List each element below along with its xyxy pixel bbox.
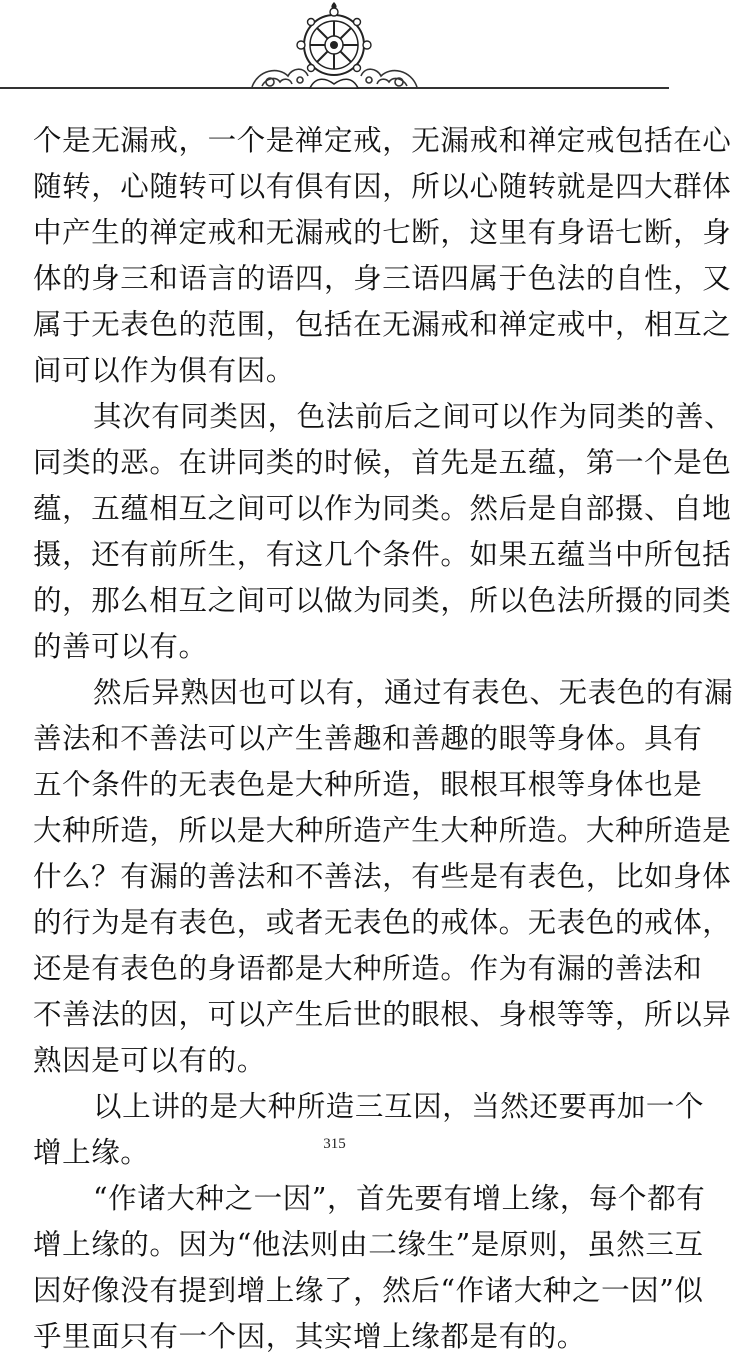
text-line: 因好像没有提到增上缘了，然后“作诸大种之一因”似 (33, 1274, 704, 1307)
text-line: 大种所造，所以是大种所造产生大种所造。大种所造是 (33, 814, 732, 847)
paragraph (33, 394, 733, 670)
text-line: 其次有同类因，色法前后之间可以作为同类的善、 (93, 400, 733, 433)
paragraph (33, 670, 733, 1084)
text-line: 还是有表色的身语都是大种所造。作为有漏的善法和 (33, 952, 703, 985)
text-line: 的，那么相互之间可以做为同类，所以色法所摄的同类 (33, 584, 732, 617)
page-header-ornament (0, 0, 669, 110)
text-line: 增上缘的。因为“他法则由二缘生”是原则，虽然三互 (33, 1228, 704, 1261)
text-line: 个是无漏戒，一个是禅定戒，无漏戒和禅定戒包括在心 (33, 124, 732, 157)
text-line: 五个条件的无表色是大种所造，眼根耳根等身体也是 (33, 768, 703, 801)
text-line: “作诸大种之一因”，首先要有增上缘，每个都有 (93, 1182, 706, 1215)
text-line: 善法和不善法可以产生善趣和善趣的眼等身体。具有 (33, 722, 703, 755)
page-body (33, 118, 733, 1360)
dharma-wheel-icon (297, 2, 371, 75)
text-line: 间可以作为俱有因。 (33, 354, 295, 387)
text-line: 然后异熟因也可以有，通过有表色、无表色的有漏 (93, 676, 733, 709)
text-line: 增上缘。 (33, 1136, 150, 1169)
text-line: 不善法的因，可以产生后世的眼根、身根等等，所以异 (33, 998, 732, 1031)
text-line: 以上讲的是大种所造三互因，当然还要再加一个 (93, 1090, 705, 1123)
text-line: 体的身三和语言的语四，身三语四属于色法的自性，又 (33, 262, 732, 295)
lotus-base (310, 79, 358, 88)
text-line: 什么？有漏的善法和不善法，有些是有表色，比如身体 (33, 860, 732, 893)
text-line: 摄，还有前所生，有这几个条件。如果五蕴当中所包括 (33, 538, 732, 571)
text-line: 蕴，五蕴相互之间可以作为同类。然后是自部摄、自地 (33, 492, 732, 525)
paragraph (33, 1084, 705, 1176)
left-cloud-ornament (252, 69, 308, 87)
right-cloud-ornament (361, 69, 417, 87)
paragraph (33, 1176, 706, 1360)
text-line: 随转，心随转可以有俱有因，所以心随转就是四大群体 (33, 170, 732, 203)
text-line: 的行为是有表色，或者无表色的戒体。无表色的戒体， (33, 906, 732, 939)
page-number: 315 (323, 1136, 346, 1152)
text-line: 属于无表色的范围，包括在无漏戒和禅定戒中，相互之 (33, 308, 732, 341)
text-line: 乎里面只有一个因，其实增上缘都是有的。 (33, 1320, 586, 1353)
dharma-wheel-ornament (0, 0, 669, 110)
text-line: 的善可以有。 (33, 630, 208, 663)
paragraph (33, 118, 732, 394)
text-line: 熟因是可以有的。 (33, 1044, 266, 1077)
text-line: 同类的恶。在讲同类的时候，首先是五蕴，第一个是色 (33, 446, 732, 479)
text-line: 中产生的禅定戒和无漏戒的七断，这里有身语七断，身 (33, 216, 732, 249)
